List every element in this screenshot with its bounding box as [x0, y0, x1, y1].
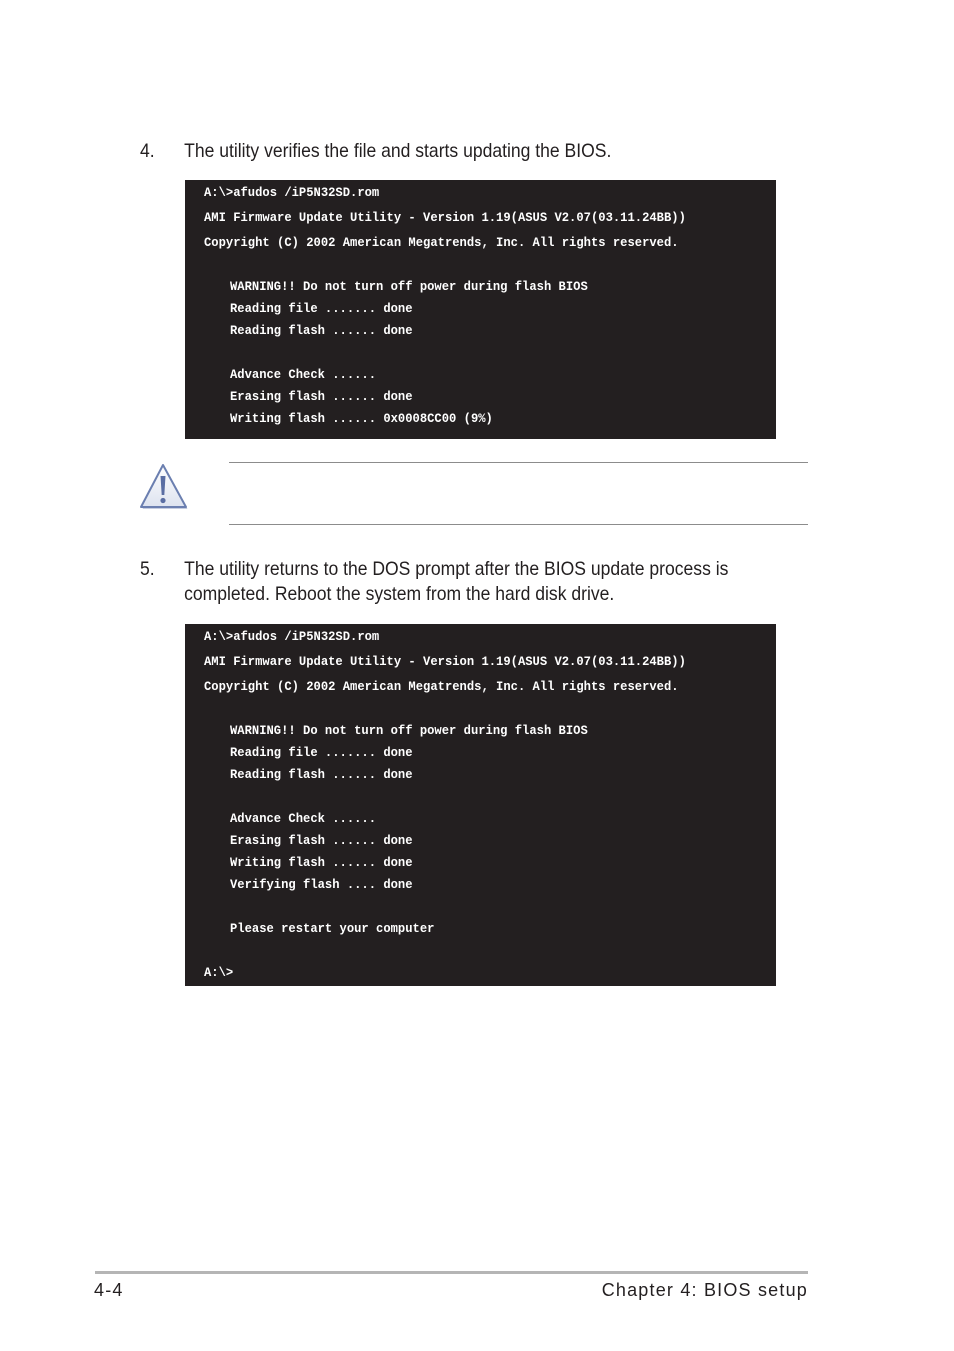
warning-triangle-icon: [139, 463, 189, 511]
terminal-line: AMI Firmware Update Utility - Version 1.19(ASUS V2.07(03.11.24BB)): [204, 210, 686, 225]
page-number: 4-4: [94, 1280, 124, 1300]
terminal-line: WARNING!! Do not turn off power during flash BIOS: [230, 723, 588, 738]
step-text: The utility verifies the file and starts updating the BIOS.: [184, 140, 612, 162]
note-top-rule: [229, 462, 808, 463]
terminal-line: AMI Firmware Update Utility - Version 1.19(ASUS V2.07(03.11.24BB)): [204, 654, 686, 669]
terminal-line: Verifying flash .... done: [230, 877, 413, 892]
terminal-line: Writing flash ...... done: [230, 855, 413, 870]
terminal-line: WARNING!! Do not turn off power during flash BIOS: [230, 279, 588, 294]
terminal-line: Copyright (C) 2002 American Megatrends, Inc. All rights reserved.: [204, 679, 679, 694]
terminal-line: Reading flash ...... done: [230, 767, 413, 782]
footer-rule: [95, 1271, 808, 1274]
terminal-line: Erasing flash ...... done: [230, 833, 413, 848]
step-text: [184, 557, 805, 607]
terminal-line: A:\>: [204, 965, 234, 980]
step-text-line: completed. Reboot the system from the hard disk drive.: [184, 583, 615, 605]
terminal-line: Writing flash ...... 0x0008CC00 (9%): [230, 411, 493, 426]
step-number: 5.: [140, 558, 155, 580]
terminal-line: Advance Check ......: [230, 811, 377, 826]
terminal-line: Copyright (C) 2002 American Megatrends, Inc. All rights reserved.: [204, 235, 679, 250]
terminal-line: Reading flash ...... done: [230, 323, 413, 338]
terminal-line: Reading file ....... done: [230, 301, 413, 316]
terminal-screenshot-flashing: [185, 180, 776, 439]
step-text-line: The utility returns to the DOS prompt after the BIOS update process is: [184, 558, 729, 580]
terminal-screenshot-complete: [185, 624, 776, 986]
step-number: 4.: [140, 140, 155, 162]
terminal-line: A:\>afudos /iP5N32SD.rom: [204, 629, 380, 644]
terminal-line: A:\>afudos /iP5N32SD.rom: [204, 185, 380, 200]
terminal-line: Reading file ....... done: [230, 745, 413, 760]
terminal-line: Please restart your computer: [230, 921, 435, 936]
terminal-line: Erasing flash ...... done: [230, 389, 413, 404]
chapter-title: Chapter 4: BIOS setup: [601, 1280, 808, 1300]
note-bottom-rule: [229, 524, 808, 525]
terminal-line: Advance Check ......: [230, 367, 377, 382]
